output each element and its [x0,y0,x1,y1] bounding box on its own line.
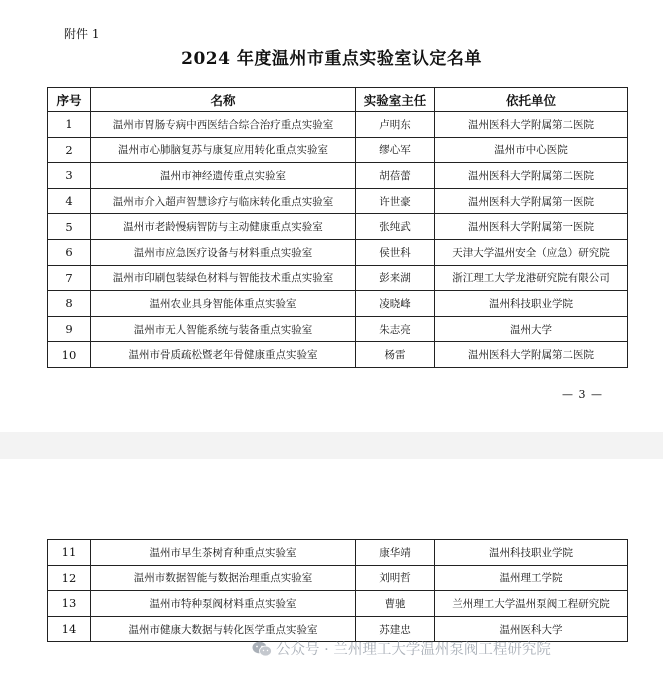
cell-serial: 10 [48,342,91,368]
cell-serial: 7 [48,265,91,291]
cell-lab-name: 温州市特种泵阀材料重点实验室 [91,591,356,617]
cell-host-unit: 兰州理工大学温州泵阀工程研究院 [435,591,628,617]
cell-serial: 1 [48,112,91,138]
cell-host-unit: 温州科技职业学院 [435,291,628,317]
cell-lab-name: 温州市心肺脑复苏与康复应用转化重点实验室 [91,137,356,163]
cell-host-unit: 天津大学温州安全（应急）研究院 [435,239,628,265]
cell-serial: 6 [48,239,91,265]
cell-lab-name: 温州市神经遗传重点实验室 [91,163,356,189]
cell-lab-name: 温州市胃肠专病中西医结合综合治疗重点实验室 [91,112,356,138]
cell-serial: 4 [48,188,91,214]
cell-serial: 14 [48,616,91,642]
cell-lab-name: 温州市骨质疏松暨老年骨健康重点实验室 [91,342,356,368]
cell-host-unit: 温州医科大学附属第二医院 [435,112,628,138]
cell-director: 彭来湖 [356,265,435,291]
cell-host-unit: 温州医科大学附属第一医院 [435,188,628,214]
cell-director: 缪心军 [356,137,435,163]
cell-lab-name: 温州市印刷包装绿色材料与智能技术重点实验室 [91,265,356,291]
table-row [48,291,628,317]
cell-serial: 3 [48,163,91,189]
cell-serial: 8 [48,291,91,317]
cell-director: 朱志亮 [356,316,435,342]
lab-list-table [47,87,628,368]
cell-director: 康华靖 [356,540,435,566]
cell-director: 张纯武 [356,214,435,240]
table-row [48,540,628,566]
cell-lab-name: 温州市健康大数据与转化医学重点实验室 [91,616,356,642]
cell-host-unit: 温州科技职业学院 [435,540,628,566]
cell-serial: 12 [48,565,91,591]
cell-director: 凌晓峰 [356,291,435,317]
cell-serial: 5 [48,214,91,240]
watermark [252,638,551,659]
cell-host-unit: 温州医科大学 [435,616,628,642]
cell-host-unit: 浙江理工大学龙港研究院有限公司 [435,265,628,291]
table-row [48,316,628,342]
table-row [48,265,628,291]
document-title: 2024 年度温州市重点实验室认定名单 [181,49,482,69]
cell-lab-name: 温州市介入超声智慧诊疗与临床转化重点实验室 [91,188,356,214]
cell-host-unit: 温州医科大学附属第一医院 [435,214,628,240]
cell-lab-name: 温州市无人智能系统与装备重点实验室 [91,316,356,342]
table-row [48,163,628,189]
attachment-label: 附件 1 [64,27,100,41]
table-row [48,188,628,214]
lab-list-table-continued [47,539,628,642]
cell-lab-name: 温州市早生茶树育种重点实验室 [91,540,356,566]
cell-director: 刘明哲 [356,565,435,591]
cell-host-unit: 温州市中心医院 [435,137,628,163]
table-row [48,591,628,617]
cell-director: 杨雷 [356,342,435,368]
cell-host-unit: 温州医科大学附属第二医院 [435,163,628,189]
header-name: 名称 [91,88,356,112]
cell-serial: 11 [48,540,91,566]
cell-director: 胡蓓蕾 [356,163,435,189]
header-director: 实验室主任 [356,88,435,112]
cell-serial: 9 [48,316,91,342]
cell-serial: 13 [48,591,91,617]
cell-lab-name: 温州市数据智能与数据治理重点实验室 [91,565,356,591]
cell-lab-name: 温州市老龄慢病智防与主动健康重点实验室 [91,214,356,240]
cell-host-unit: 温州医科大学附属第二医院 [435,342,628,368]
table-row [48,565,628,591]
table-row [48,112,628,138]
wechat-icon [252,641,272,657]
cell-lab-name: 温州市应急医疗设备与材料重点实验室 [91,239,356,265]
table-row [48,239,628,265]
header-host-unit: 依托单位 [435,88,628,112]
cell-host-unit: 温州理工学院 [435,565,628,591]
table-row [48,137,628,163]
cell-host-unit: 温州大学 [435,316,628,342]
table-row [48,214,628,240]
watermark-text: 公众号 · 兰州理工大学温州泵阀工程研究院 [276,642,551,658]
cell-director: 侯世科 [356,239,435,265]
table-row [48,342,628,368]
table-header-row [48,88,628,112]
header-serial: 序号 [48,88,91,112]
cell-director: 曹驰 [356,591,435,617]
cell-director: 许世豪 [356,188,435,214]
cell-serial: 2 [48,137,91,163]
cell-lab-name: 温州农业具身智能体重点实验室 [91,291,356,317]
cell-director: 苏建忠 [356,616,435,642]
cell-director: 卢明东 [356,112,435,138]
page-number: — 3 — [562,388,603,401]
